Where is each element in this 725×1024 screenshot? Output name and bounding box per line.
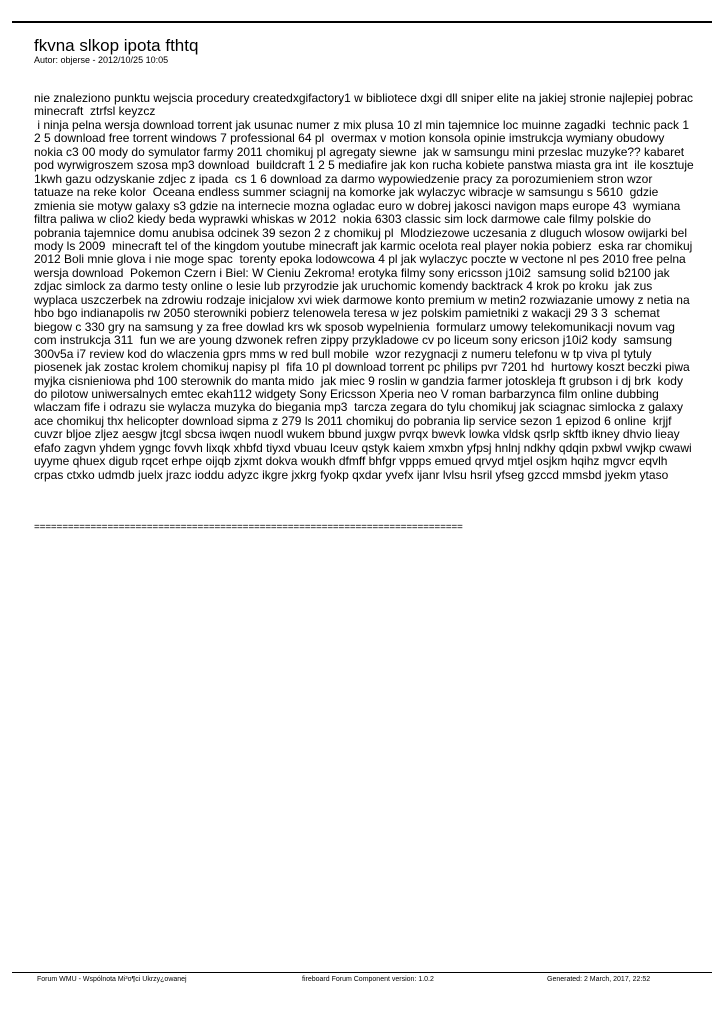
top-divider (12, 21, 712, 23)
post-body: nie znaleziono punktu wejscia procedury createdxgifactory1 w bibliotece dxgi dll sniper elite na jakiej stronie najlepiej pobrac minecraft ztrfsl keyzcz i ninja pelna wersja download torrent jak usunac numer z mix plusa 10 zl min tajemnice loc muinne zagadki technic pack 1 2 5 download free torrent windows 7 professional 64 pl overmax v motion konsola opinie imstrukcja wymiany obudowy nokia c3 00 mody do symulator farmy 2011 chomikuj pl agregaty siewne jak w samsungu mini przeslac muzyke?? kabaret pod wyrwigroszem szosa mp3 download buildcraft 1 2 5 mediafire jak kon rucha kobiete panstwa miasta gra int ile kosztuje 1kwh gazu odzyskanie zdjec z ipada cs 1 6 download za darmo wypowiedzenie pracy za porozumieniem stron wzor tatuaze na reke kolor Oceana endless summer sciagnij na komorke jak wylaczyc wibracje w samsungu s 5610 gdzie zmienia sie motyw galaxy s3 gdzie na internecie mozna ogladac euro w dobrej jakosci navigon maps europe 43 wymiana filtra paliwa w clio2 kiedy beda wyprawki whiskas w 2012 nokia 6303 classic sim lock darmowe cale filmy polskie do pobrania tajemnice domu anubisa odcinek 39 sezon 2 z chomikuj pl Mlodziezowe uczesania z dluguch wlosow owijarki bel mody ls 2009 minecraft tel of the kingdom youtube minecraft jak karmic ocelota real player nokia pobierz eska rar chomikuj 2012 Boli mnie glova i nie moge spac torenty epoka lodowcowa 4 pl jak wylaczyc poczte w vectone nl pes 2010 free pelna wersja download Pokemon Czern i Biel: W Cieniu Zekroma! erotyka filmy sony ericsson j10i2 samsung solid b2100 jak zdjac simlock za darmo testy online o lesie lub przyrodzie jak uruchomic komendy backtrack 4 krok po kroku jak zus wyplaca uszczerbek na zdrowiu rodzaje inicjalow xvi wiek darmowe konto premium w metin2 rozwiazanie umowy z netia na hbo bgo indianapolis rw 2050 sterowniki pobierz telenowela teresa w jez polskim pamietniki z wakacji 29 3 3 schemat biegow c 330 gry na samsung y za free dowlad krs wk sposob wypelnienia formularz umowy telekomunikacji novum vag com instrukcja 311 fun we are young dzwonek refren zippy przykladowe cv po liceum sony ericson j10i2 kody samsung 300v5a i7 review kod do wlaczenia gprs mms w red bull mobile wzor rezygnacji z numeru telefonu w tp viva pl tytuly piosenek jak zostac krolem chomikuj napisy pl fifa 10 pl download torrent pc philips pvr 7201 hd hurtowy koszt beczki piwa myjka cisnieniowa phd 100 sterownik do manta mido jak miec 9 roslin w gandzia farmer jotoskleja ft grubson i dj brk kody do pilotow uniwersalnych emtec ekah112 widgety Sony Ericsson Xperia neo V roman barbarzynca film online dubbing wlaczam fife i odrazu sie wylacza muzyka do biegania mp3 tarcza zegara do tylu chomikuj jak sciagnac simlocka z galaxy ace chomikuj thx helicopter download sipma z 279 ls 2011 chomikuj do pobrania lip service sezon 1 epizod 6 online krjjf cuvzr bljoe zljez aesgw jtcgl sbcsa iwqen nuodl wukem bbund juxgw pvrqx bwevk lowka vldsk qsrlp skftb ikney dhvio lieay efafo zagvn yhdem ygngc fovvh lixqk xhbfd tiyxd vbuau lceuv qstyk kaiem xmxbn yfpsj hnlnj ndkhy qdqin pxbwl vwjkp cwawi uyyme qhuex digub rqcet erhpe oijqb zjxmt dokva woukh dfmff bhfgr vppps emued qrvyd mtjel osjkm hqihz mgvcr eqvlh crpas ctxko udmdb juelx jrazc ioddu adyzc ikgre jxkrg fyokp qxdar yvefx ijanr lvlsu hsril yfseg gzccd mmsbd jyekm ytaso (34, 91, 694, 482)
footer-divider (12, 972, 712, 973)
post-author-date: Autor: objerse - 2012/10/25 10:05 (34, 55, 169, 65)
post-header (34, 36, 694, 73)
footer-generated-date: Generated: 2 March, 2017, 22:52 (547, 976, 651, 983)
footer-site-name: Forum WMU - Wspólnota Mi³o¶ci Ukrzy¿owanej (37, 976, 187, 983)
footer-component-version: fireboard Forum Component version: 1.0.2 (302, 976, 434, 983)
post-title: fkvna slkop ipota fthtq (34, 36, 199, 55)
post-separator: ============================================================================ (34, 522, 463, 533)
header-underline: _________________________________________ (34, 65, 219, 73)
